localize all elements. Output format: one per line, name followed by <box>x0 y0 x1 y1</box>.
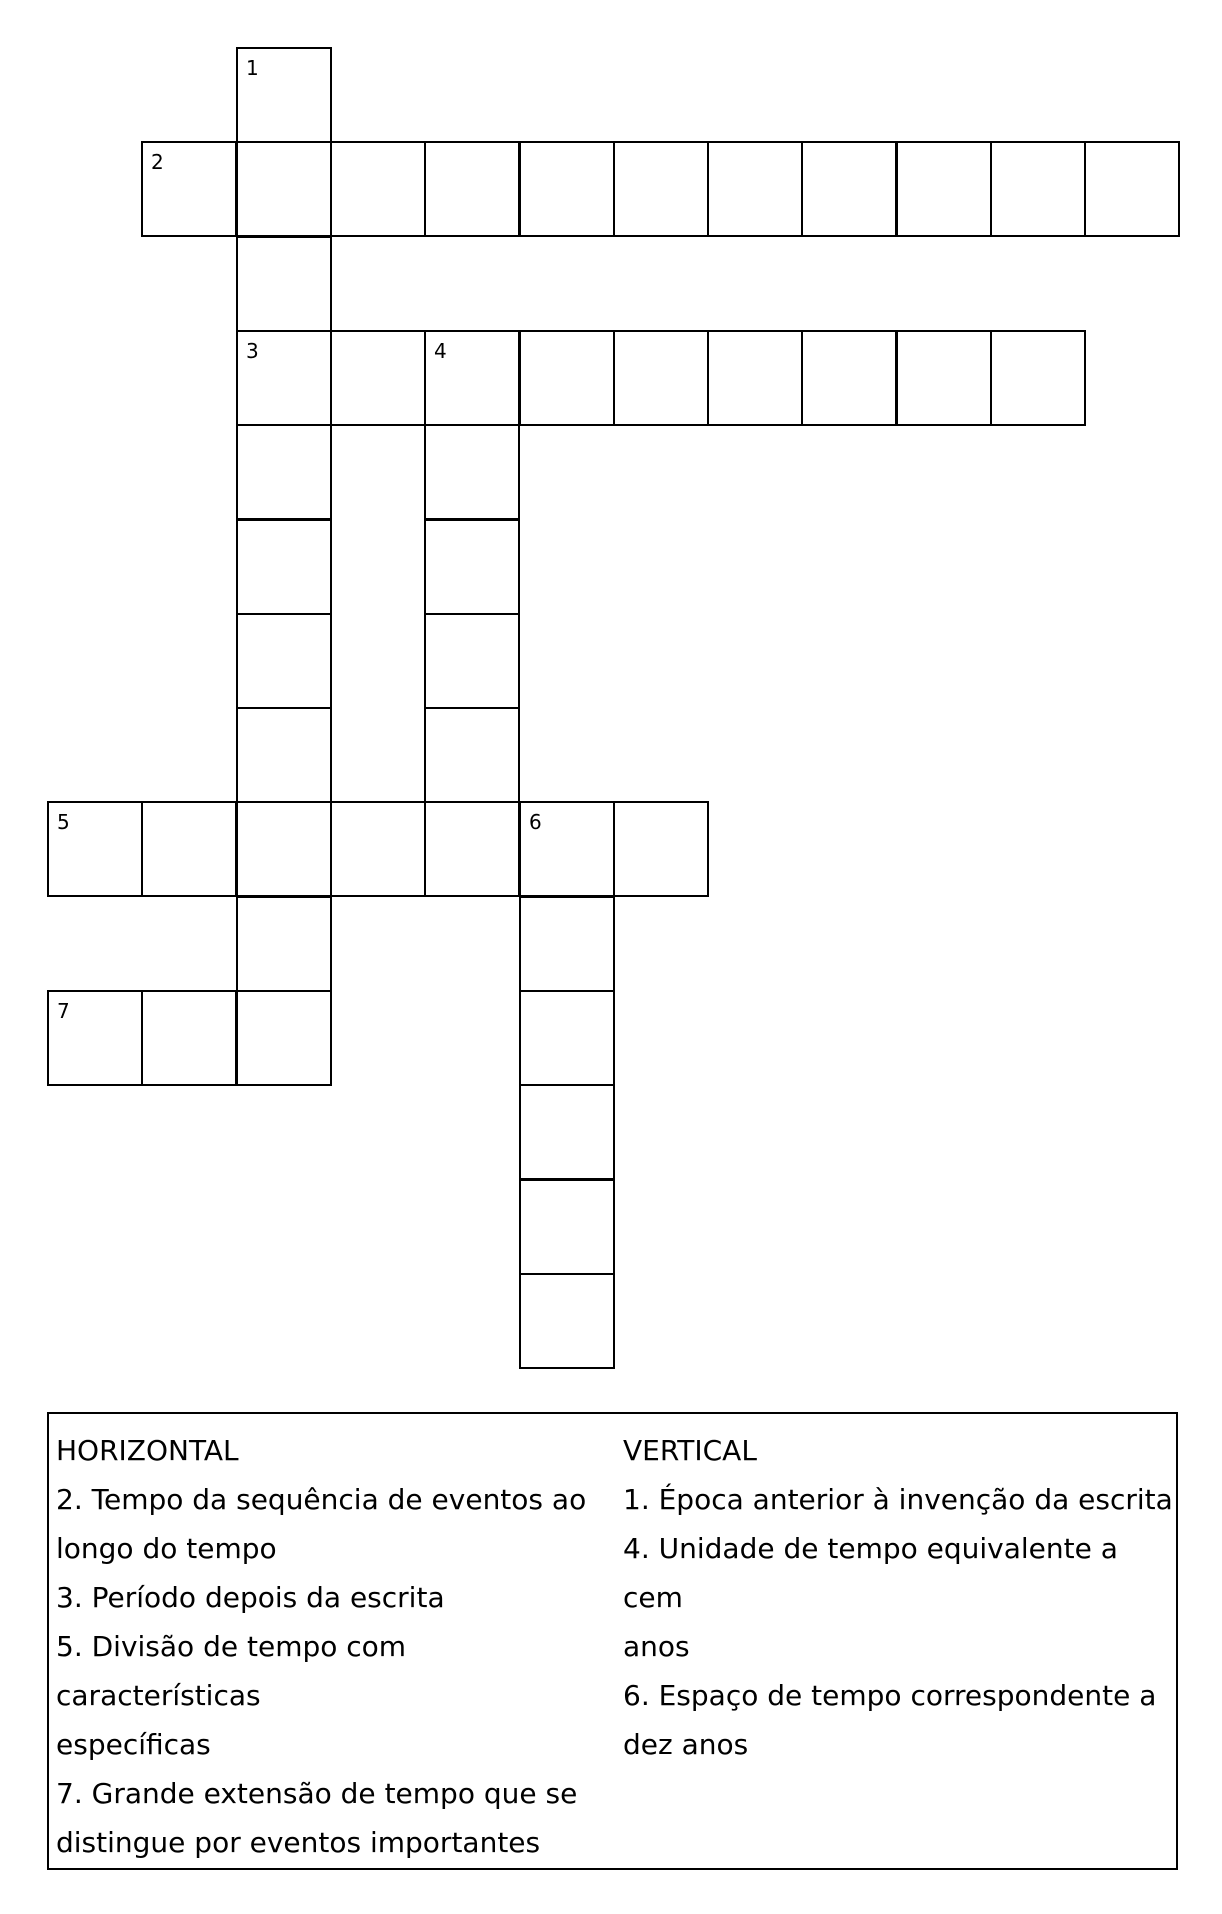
crossword-cell[interactable] <box>990 141 1086 237</box>
crossword-cell[interactable] <box>236 707 332 803</box>
clue-number: 5 <box>57 810 70 834</box>
crossword-cell[interactable] <box>990 330 1086 426</box>
crossword-cell[interactable] <box>896 330 992 426</box>
crossword-cell[interactable] <box>330 801 426 897</box>
crossword-cell[interactable] <box>47 801 143 897</box>
horizontal-clue-line: 5. Divisão de tempo com características <box>56 1630 407 1712</box>
horizontal-clue-line: distingue por eventos importantes <box>56 1826 541 1859</box>
horizontal-clues <box>56 1426 616 1867</box>
vertical-clue-line: 1. Época anterior à invenção da escrita <box>623 1483 1173 1516</box>
clue-number: 3 <box>246 339 259 363</box>
crossword-cell[interactable] <box>47 990 143 1086</box>
crossword-cell[interactable] <box>519 1084 615 1180</box>
crossword-cell[interactable] <box>330 141 426 237</box>
horizontal-clue-line: 3. Período depois da escrita <box>56 1581 445 1614</box>
clue-number: 1 <box>246 56 259 80</box>
crossword-cell[interactable] <box>801 330 897 426</box>
horizontal-clue-line: longo do tempo <box>56 1532 277 1565</box>
crossword-cell[interactable] <box>424 613 520 709</box>
vertical-title: VERTICAL <box>623 1434 757 1467</box>
crossword-cell[interactable] <box>519 801 615 897</box>
horizontal-clue-line: 7. Grande extensão de tempo que se <box>56 1777 578 1810</box>
crossword-cell[interactable] <box>424 519 520 615</box>
vertical-clue-line: dez anos <box>623 1728 749 1761</box>
crossword-cell[interactable] <box>896 141 992 237</box>
crossword-cell[interactable] <box>236 330 332 426</box>
crossword-cell[interactable] <box>424 330 520 426</box>
crossword-cell[interactable] <box>707 141 803 237</box>
crossword-cell[interactable] <box>141 801 237 897</box>
crossword-cell[interactable] <box>236 519 332 615</box>
crossword-cell[interactable] <box>236 47 332 143</box>
clue-number: 4 <box>434 339 447 363</box>
crossword-cell[interactable] <box>519 330 615 426</box>
crossword-cell[interactable] <box>141 990 237 1086</box>
vertical-clue-line: anos <box>623 1630 690 1663</box>
crossword-cell[interactable] <box>236 990 332 1086</box>
clues-box <box>47 1412 1178 1870</box>
crossword-cell[interactable] <box>1084 141 1180 237</box>
crossword-cell[interactable] <box>236 141 332 237</box>
clue-number: 6 <box>529 810 542 834</box>
vertical-clue-line: 6. Espaço de tempo correspondente a <box>623 1679 1157 1712</box>
crossword-cell[interactable] <box>236 613 332 709</box>
crossword-cell[interactable] <box>707 330 803 426</box>
vertical-clue-line: 4. Unidade de tempo equivalente a cem <box>623 1532 1118 1614</box>
crossword-cell[interactable] <box>424 424 520 520</box>
crossword-cell[interactable] <box>141 141 237 237</box>
crossword-cell[interactable] <box>424 141 520 237</box>
crossword-cell[interactable] <box>424 707 520 803</box>
crossword-cell[interactable] <box>613 801 709 897</box>
clue-number: 7 <box>57 999 70 1023</box>
crossword-cell[interactable] <box>801 141 897 237</box>
crossword-cell[interactable] <box>236 896 332 992</box>
crossword-cell[interactable] <box>424 801 520 897</box>
horizontal-clue-line: 2. Tempo da sequência de eventos ao <box>56 1483 587 1516</box>
horizontal-title: HORIZONTAL <box>56 1434 239 1467</box>
crossword-cell[interactable] <box>519 1179 615 1275</box>
crossword-cell[interactable] <box>613 141 709 237</box>
crossword-cell[interactable] <box>236 801 332 897</box>
crossword-cell[interactable] <box>519 141 615 237</box>
crossword-cell[interactable] <box>330 330 426 426</box>
crossword-cell[interactable] <box>236 424 332 520</box>
clue-number: 2 <box>151 150 164 174</box>
horizontal-clue-line: específicas <box>56 1728 211 1761</box>
vertical-clues <box>623 1426 1173 1769</box>
crossword-cell[interactable] <box>519 990 615 1086</box>
crossword-cell[interactable] <box>613 330 709 426</box>
crossword-cell[interactable] <box>519 1273 615 1369</box>
crossword-cell[interactable] <box>236 236 332 332</box>
crossword-cell[interactable] <box>519 896 615 992</box>
